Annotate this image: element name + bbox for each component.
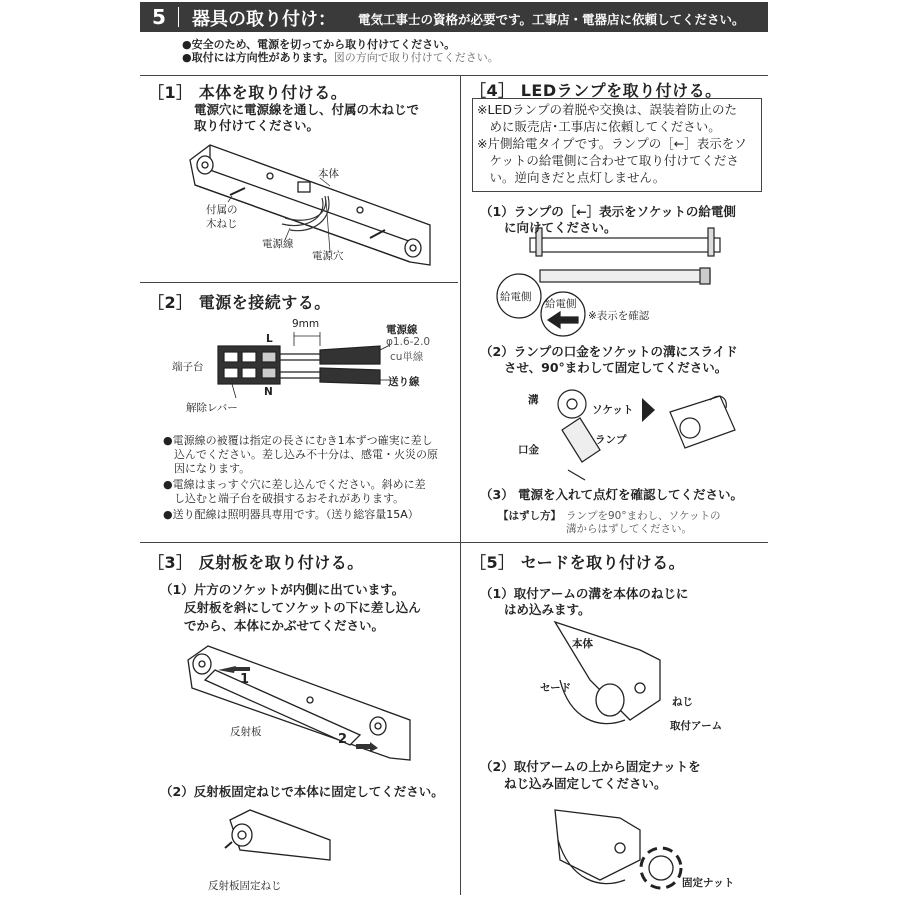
bullet-line: 込んでください。差し込み不十分は、感電・火災の原 xyxy=(174,448,438,461)
bullet-line: し込むと端子台を破損するおそれがあります。 xyxy=(174,492,405,505)
step1-text-1: 電源穴に電源線を通し、付属の木ねじで xyxy=(194,102,420,117)
label-shade: セード xyxy=(540,682,572,694)
next-arrow xyxy=(642,398,655,422)
label-wire-spec-2: cu単線 xyxy=(390,351,424,363)
label-screw: ねじ xyxy=(672,696,693,708)
step4-title: ［4］ LEDランプを取り付ける。 xyxy=(470,81,722,100)
fix-screw-drawing xyxy=(225,810,330,860)
label-remove: 【はずし方】 xyxy=(498,510,561,522)
label-shade-body: 本体 xyxy=(572,638,593,650)
label-wire: 電源線 xyxy=(386,324,418,336)
step5-sub1-2: はめ込みます。 xyxy=(504,602,591,617)
label-reflector: 反射板 xyxy=(230,726,262,738)
label-terminal: 端子台 xyxy=(172,361,204,373)
caution-line: ※片側給電タイプです。ランプの［←］表示をソ xyxy=(477,136,747,151)
shade-drawing xyxy=(555,622,660,724)
step5-title: ［5］ セードを取り付ける。 xyxy=(470,553,686,572)
step4-sub2-1: （2）ランプの口金をソケットの溝にスライド xyxy=(480,344,738,359)
label-N: N xyxy=(264,386,273,398)
remove-text-1: ランプを90°まわし、ソケットの xyxy=(566,510,721,522)
step4-caution-box xyxy=(472,98,762,192)
step4-sub3: （3） 電源を入れて点灯を確認してください。 xyxy=(480,487,744,502)
label-nut: 固定ナット xyxy=(682,877,735,889)
label-power-wire: 電源線 xyxy=(262,238,294,250)
label-feed-side-2: 給電側 xyxy=(545,298,577,310)
label-power-hole: 電源穴 xyxy=(312,250,344,262)
label-fix-screw: 反射板固定ねじ xyxy=(208,880,282,892)
label-lamp: ランプ xyxy=(595,434,627,446)
socket-rotated-drawing xyxy=(670,396,735,448)
label-feed-side: 給電側 xyxy=(500,291,532,303)
bullet-line: ●電源線の被覆は指定の長さにむき1本ずつ確実に差し xyxy=(163,434,433,447)
section-number: 5 xyxy=(152,5,166,29)
label-socket: ソケット xyxy=(592,404,634,416)
label-screw-1: 付属の xyxy=(206,204,238,216)
shade-fixed-drawing xyxy=(555,810,681,888)
step4-sub2-2: させ、90°まわして固定してください。 xyxy=(504,360,728,375)
step4-sub1-1: （1）ランプの［←］表示をソケットの給電側 xyxy=(480,204,736,219)
label-cap: 口金 xyxy=(518,444,539,456)
remove-text-2: 溝からはずしてください。 xyxy=(566,523,692,535)
step3-sub1-1: （1）片方のソケットが内側に出ています。 xyxy=(160,582,405,597)
step4-sub1-2: に向けてください。 xyxy=(504,220,617,235)
section-subtitle: 電気工事士の資格が必要です。工事店・電器店に依頼してください。 xyxy=(358,12,745,27)
step2-title: ［2］ 電源を接続する。 xyxy=(148,293,331,312)
terminal-block-drawing xyxy=(218,346,280,384)
label-confirm: ※表示を確認 xyxy=(588,310,650,322)
caution-line: ケットの給電側に合わせて取り付けてくださ xyxy=(477,153,739,168)
label-num-2: 2 xyxy=(338,732,348,747)
label-wire-spec-1: φ1.6-2.0 xyxy=(386,336,431,348)
step3-sub1-2: 反射板を斜にしてソケットの下に差し込ん xyxy=(184,600,421,615)
label-groove: 溝 xyxy=(528,394,539,406)
note-text: ●取付には方向性があります。 xyxy=(182,51,334,64)
step2-bullet-3 xyxy=(163,508,419,522)
step3-sub2: （2）反射板固定ねじで本体に固定してください。 xyxy=(160,784,444,799)
label-body: 本体 xyxy=(318,168,339,180)
bullet-line: ●送り配線は照明器具専用です。（送り総容量15A） xyxy=(163,508,419,521)
step5-sub1-1: （1）取付アームの溝を本体のねじに xyxy=(480,586,689,601)
label-release-lever: 解除レバー xyxy=(186,402,238,414)
lamp-tube-drawing xyxy=(530,228,720,284)
caution-line: めに販売店･工事店に依頼してください。 xyxy=(477,119,721,134)
step5-sub2-1: （2）取付アームの上から固定ナットを xyxy=(480,759,701,774)
step3-sub1-3: でから、本体にかぶせてください。 xyxy=(184,618,385,633)
bullet-line: ●電線はまっすぐ穴に差し込んでください。斜めに差 xyxy=(163,478,426,491)
step3-title: ［3］ 反射板を取り付ける。 xyxy=(148,553,364,572)
step2-bullet-2 xyxy=(163,478,426,506)
label-screw-2: 木ねじ xyxy=(206,218,238,230)
step5-sub2-2: ねじ込み固定してください。 xyxy=(504,776,667,791)
note-text: ●安全のため、電源を切ってから取り付けてください。 xyxy=(182,38,456,51)
note-gray-text: 図の方向で取り付けてください。 xyxy=(333,51,499,64)
label-L: L xyxy=(266,333,273,345)
caution-line: い。逆向きだと点灯しません。 xyxy=(477,170,666,185)
step1-text-2: 取り付けてください。 xyxy=(194,118,320,133)
step1-title: ［1］ 本体を取り付ける。 xyxy=(148,83,348,102)
step2-bullet-1 xyxy=(163,434,438,476)
label-num-1: 1 xyxy=(240,672,250,687)
label-feed-wire: 送り線 xyxy=(388,376,420,388)
label-arm: 取付アーム xyxy=(670,720,723,732)
caution-line: ※LEDランプの着脱や交換は、誤装着防止のた xyxy=(477,102,737,117)
reflector-drawing xyxy=(188,646,410,760)
bullet-line: 因になります。 xyxy=(174,462,251,475)
label-strip-length: 9mm xyxy=(292,318,320,330)
section-title: 器具の取り付け： xyxy=(192,9,336,30)
